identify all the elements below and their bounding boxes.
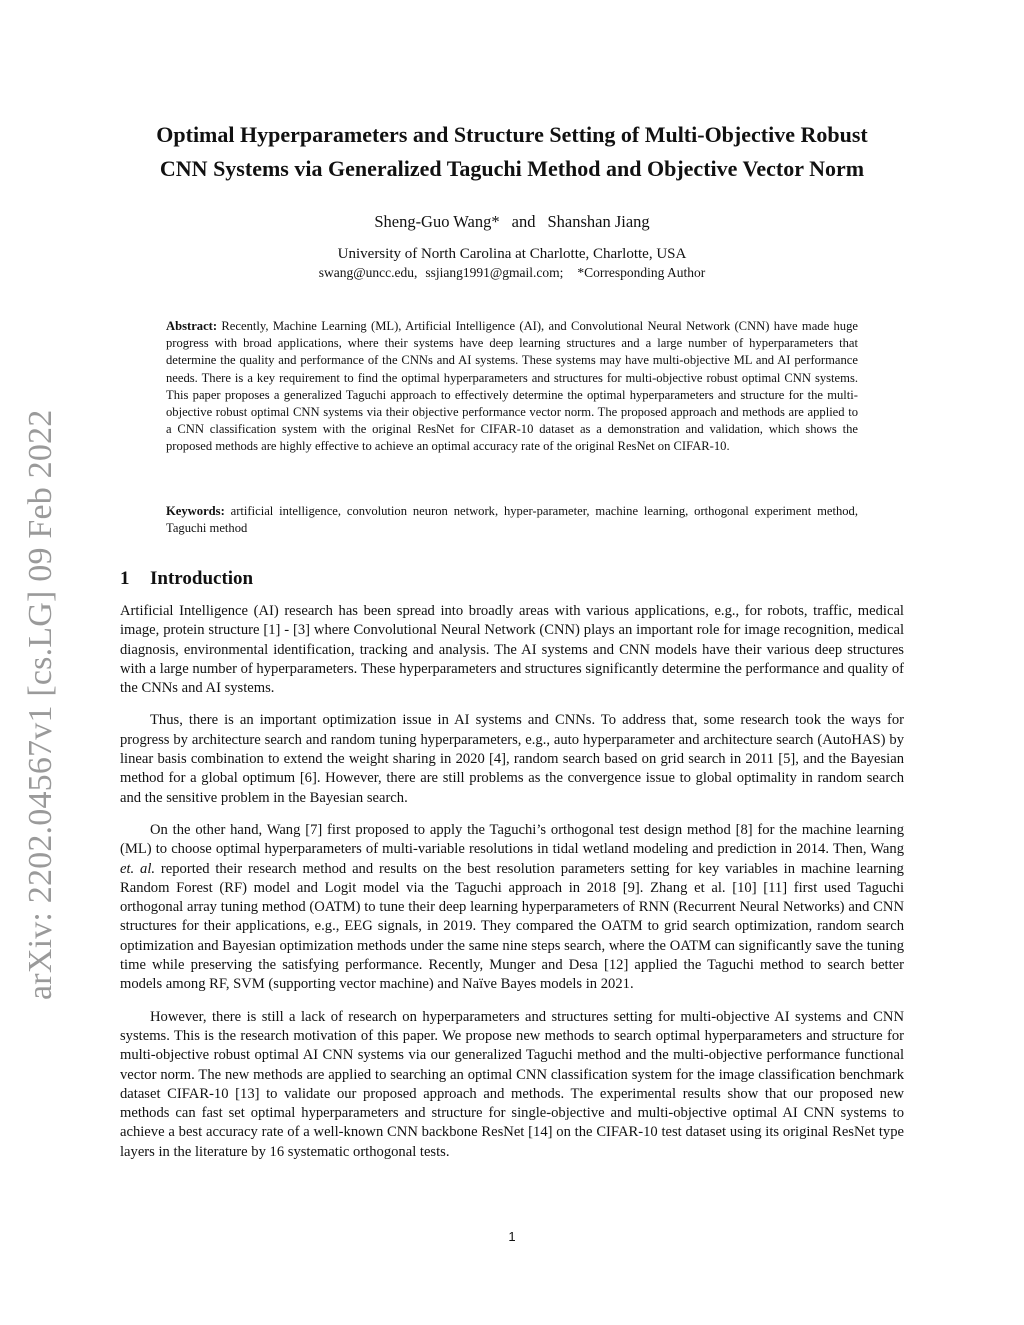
arxiv-identifier-stamp: arXiv: 2202.04567v1 [cs.LG] 09 Feb 2022 [22,409,59,1000]
author-first: Sheng-Guo Wang* [374,212,500,231]
author-second: Shanshan Jiang [547,212,650,231]
paper-title [80,118,944,186]
section-title: Introduction [150,568,254,589]
abstract-text: Recently, Machine Learning (ML), Artificial Intelligence (AI), and Convolutional Neural Network (CNN) have made huge progress with broad applications, where their systems have deep learning structures and a large number of hyperparameters that determine the quality and performance of the CNNs and AI systems. These systems may have multi-objective ML and AI performance needs. There is a key requirement to find the optimal hyperparameters and structures for multi-objective robust optimal CNN systems. This paper proposes a generalized Taguchi approach to effectively determine the optimal hyperparameters and structure for the multi-objective robust optimal CNN systems via their objective performance vector norm. The proposed approach and methods are applied to a CNN classification system with the original ResNet for CIFAR-10 dataset as a demonstration and validation, which shows the proposed methods are highly effective to achieve an optimal accuracy rate of the original ResNet on CIFAR-10. [166,319,858,454]
section-number: 1 [120,568,130,589]
affiliation: University of North Carolina at Charlotte, Charlotte, USA [337,246,687,262]
paragraph-3-emphasis: et. al. [120,860,156,877]
author-list [0,211,1024,233]
paragraph-2: Thus, there is an important optimization issue in AI systems and CNNs. To address that, some research took the ways for progress by architecture search and random tuning hyperparameters, e.g., auto hyperparameter and architecture search (AutoHAS) by linear basis combination to extend the weight sharing in 2020 [4], random search based on grid search in 2011 [5], and the Bayesian method for a global optimum [6]. However, there are still problems as the convergence issue to global optimality in random search and the sensitive problem in the Bayesian search. [120,712,904,806]
paragraph-3-part-a: On the other hand, Wang [7] first proposed to apply the Taguchi’s orthogonal test design method [8] for the machine learning (ML) to choose optimal hyperparameters of multi-variable resolutions in tidal wetland modeling and prediction in 2014. Then, Wang [120,821,904,858]
paragraph-4: However, there is still a lack of research on hyperparameters and structures setting for multi-objective AI systems and CNN systems. This is the research motivation of this paper. We propose new methods to search optimal hyperparameters and structure for multi-objective robust optimal AI CNN systems via our generalized Taguchi method and the multi-objective performance functional vector norm. The new methods are applied to searching an optimal CNN classification system for the image classification benchmark dataset CIFAR-10 [13] to validate our proposed approach and methods. The experimental results show that our proposed new methods can fast set optimal hyperparameters and structure for single-objective and multi-objective optimal AI CNN systems to achieve a best accuracy rate of a well-known CNN backbone ResNet [14] on the CIFAR-10 test dataset using its original ResNet type layers in the literature by 16 systematic orthogonal tests. [120,1008,904,1160]
page-number: 1 [508,1229,516,1244]
email-first-author: swang@uncc.edu, [318,265,418,280]
corresponding-author-note: *Corresponding Author [577,265,706,280]
keywords [166,503,858,537]
contact-emails [0,264,1024,282]
section-heading [120,566,253,592]
paragraph-3-part-b: reported their research method and results on the best resolution parameters setting for key variables in machine learning Random Forest (RF) model and Logit model via the Taguchi approach in 2018 [9]. Zhang et al. [10] [11] first used Taguchi orthogonal array tuning method (OATM) to tune their deep learning hyperparameters of RNN (Recurrent Neural Networks) and CNN structures for their applications, e.g., EEG signals, in 2019. They compared the OATM to grid search optimization, random search optimization and Bayesian optimization methods under the same nine steps search, where the OATM can significantly save the tuning time while preserving the satisfying performance. Recently, Munger and Desa [12] applied the Taguchi method to search better models among RF, SVM (supporting vector machine) and Naïve Bayes models in 2021. [120,860,904,993]
paragraph-3 [120,821,904,995]
title-line-2: CNN Systems via Generalized Taguchi Method and Objective Vector Norm [159,156,865,181]
email-second-author: ssjiang1991@gmail.com; [425,265,564,280]
title-line-1: Optimal Hyperparameters and Structure Setting of Multi-Objective Robust [156,122,868,147]
paragraph-1: Artificial Intelligence (AI) research has been spread into broadly areas with various applications, e.g., for robots, traffic, medical image, protein structure [1] - [3] where Convolutional Neural Network (CNN) plays an important role for image recognition, medical diagnosis, environmental identification, tracking and analysis. The AI systems and CNN models have their various deep structures with a large number of hyperparameters. These hyperparameters and structures significantly determine the performance and quality of the CNNs and AI systems. [120,603,904,697]
author-conjunction: and [511,212,536,231]
introduction-body [120,602,904,1175]
keywords-label: Keywords: [166,504,225,518]
keywords-text: artificial intelligence, convolution neuron network, hyper-parameter, machine learning, orthogonal experiment method, Taguchi method [166,504,858,536]
abstract [166,318,858,456]
abstract-label: Abstract: [166,319,218,333]
